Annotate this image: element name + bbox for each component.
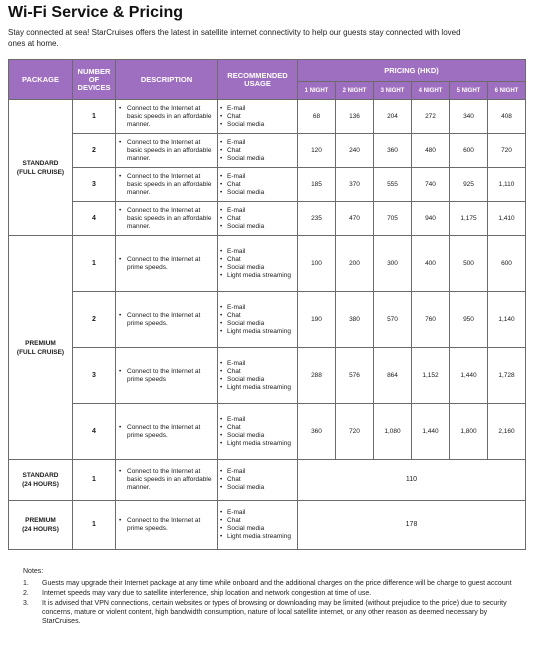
notes-title: Notes: xyxy=(23,568,44,575)
note-item xyxy=(23,589,523,598)
price-cell: 240 xyxy=(336,134,374,168)
usage-cell xyxy=(218,404,298,460)
description-text: • Connect to the Internet at basic speeds in an affordable manner. xyxy=(118,207,215,231)
price-cell: 120 xyxy=(298,134,336,168)
price-cell: 950 xyxy=(450,292,488,348)
description-list xyxy=(118,207,215,231)
table-row xyxy=(9,202,526,236)
usage-item: • Social media xyxy=(220,264,295,272)
usage-list xyxy=(220,468,295,492)
package-name-line: STANDARD xyxy=(22,472,59,479)
price-cell: 740 xyxy=(412,168,450,202)
usage-item: • Light media streaming xyxy=(220,328,295,336)
table-row xyxy=(9,134,526,168)
description-text: • Connect to the Internet at prime speeds. xyxy=(118,424,215,440)
note-number: 2. xyxy=(23,590,29,597)
description-cell xyxy=(116,460,218,501)
usage-cell xyxy=(218,236,298,292)
price-cell: 576 xyxy=(336,348,374,404)
usage-item: • Social media xyxy=(220,189,295,197)
header-night-5: 5 NIGHT xyxy=(450,82,488,100)
description-text: • Connect to the Internet at basic speeds in an affordable manner. xyxy=(118,105,215,129)
device-count: 1 xyxy=(73,460,116,501)
notes-section xyxy=(23,567,523,627)
package-name xyxy=(9,100,73,236)
device-count: 1 xyxy=(73,236,116,292)
usage-cell xyxy=(218,460,298,501)
price-cell: 1,800 xyxy=(450,404,488,460)
header-description: DESCRIPTION xyxy=(116,60,218,100)
price-cell: 1,175 xyxy=(450,202,488,236)
table-body xyxy=(9,100,526,550)
usage-cell xyxy=(218,168,298,202)
usage-item: • Social media xyxy=(220,432,295,440)
description-text: • Connect to the Internet at prime speeds. xyxy=(118,256,215,272)
usage-item: • Social media xyxy=(220,121,295,129)
usage-list xyxy=(220,416,295,448)
price-cell: 864 xyxy=(374,348,412,404)
table-row xyxy=(9,100,526,134)
price-cell: 500 xyxy=(450,236,488,292)
description-list xyxy=(118,424,215,440)
description-list xyxy=(118,517,215,533)
usage-item: • Chat xyxy=(220,113,295,121)
price-cell: 136 xyxy=(336,100,374,134)
price-cell: 360 xyxy=(374,134,412,168)
usage-cell xyxy=(218,134,298,168)
description-cell xyxy=(116,134,218,168)
header-usage: RECOMMENDED USAGE xyxy=(218,60,298,100)
price-cell: 110 xyxy=(298,460,526,501)
description-text: • Connect to the Internet at basic speeds in an affordable manner. xyxy=(118,139,215,163)
usage-item: • Light media streaming xyxy=(220,440,295,448)
price-cell: 68 xyxy=(298,100,336,134)
description-cell xyxy=(116,404,218,460)
price-cell: 705 xyxy=(374,202,412,236)
usage-item: • Chat xyxy=(220,215,295,223)
usage-item: • E-mail xyxy=(220,207,295,215)
table-row xyxy=(9,404,526,460)
price-cell: 370 xyxy=(336,168,374,202)
description-text: • Connect to the Internet at prime speeds. xyxy=(118,517,215,533)
usage-item: • E-mail xyxy=(220,105,295,113)
usage-item: • Chat xyxy=(220,312,295,320)
price-cell: 1,410 xyxy=(488,202,526,236)
price-cell: 925 xyxy=(450,168,488,202)
header-night-3: 3 NIGHT xyxy=(374,82,412,100)
usage-cell xyxy=(218,292,298,348)
note-number: 1. xyxy=(23,580,29,587)
description-text: • Connect to the Internet at prime speeds xyxy=(118,368,215,384)
header-night-1: 1 NIGHT xyxy=(298,82,336,100)
price-cell: 760 xyxy=(412,292,450,348)
usage-item: • Chat xyxy=(220,368,295,376)
usage-item: • Social media xyxy=(220,484,295,492)
usage-item: • Chat xyxy=(220,476,295,484)
package-name-line: STANDARD xyxy=(22,159,59,167)
usage-item: • Social media xyxy=(220,155,295,163)
note-text: Internet speeds may vary due to satellite interference, ship location and network congestion at time of use. xyxy=(42,590,372,597)
price-cell: 570 xyxy=(374,292,412,348)
usage-item: • Chat xyxy=(220,517,295,525)
usage-item: • E-mail xyxy=(220,416,295,424)
description-cell xyxy=(116,202,218,236)
header-night-2: 2 NIGHT xyxy=(336,82,374,100)
price-cell: 190 xyxy=(298,292,336,348)
description-cell xyxy=(116,100,218,134)
package-name-line: (FULL CRUISE) xyxy=(16,348,65,356)
table-row xyxy=(9,501,526,550)
description-list xyxy=(118,173,215,197)
price-cell: 1,440 xyxy=(412,404,450,460)
usage-cell xyxy=(218,348,298,404)
note-text: Guests may upgrade their Internet package at any time while onboard and the additional charges on the price difference will be charge to guest account xyxy=(42,580,512,587)
usage-list xyxy=(220,105,295,129)
price-cell: 185 xyxy=(298,168,336,202)
usage-item: • Light media streaming xyxy=(220,384,295,392)
header-package: PACKAGE xyxy=(9,60,73,100)
table-row xyxy=(9,236,526,292)
package-name-line: (24 HOURS) xyxy=(22,481,59,488)
usage-cell xyxy=(218,100,298,134)
usage-item: • Light media streaming xyxy=(220,272,295,280)
price-cell: 360 xyxy=(298,404,336,460)
package-name-line: (24 HOURS) xyxy=(22,526,59,533)
usage-list xyxy=(220,360,295,392)
usage-list xyxy=(220,207,295,231)
description-cell xyxy=(116,236,218,292)
usage-list xyxy=(220,304,295,336)
usage-item: • E-mail xyxy=(220,248,295,256)
pricing-table xyxy=(8,59,526,550)
usage-item: • E-mail xyxy=(220,139,295,147)
note-text: It is advised that VPN connections, certain websites or types of browsing or downloading may be limited (without prejudice to the price) due to security concerns, mature or violent content, high bandwidth consumption, nature of local satellite internet, or any other reason as deemed necessary by StarCruises. xyxy=(42,600,507,625)
package-name xyxy=(9,236,73,460)
usage-item: • E-mail xyxy=(220,509,295,517)
price-cell: 720 xyxy=(488,134,526,168)
usage-list xyxy=(220,173,295,197)
price-cell: 380 xyxy=(336,292,374,348)
device-count: 2 xyxy=(73,292,116,348)
description-cell xyxy=(116,292,218,348)
price-cell: 1,728 xyxy=(488,348,526,404)
usage-item: • E-mail xyxy=(220,360,295,368)
package-name-line: PREMIUM xyxy=(25,339,56,347)
price-cell: 1,080 xyxy=(374,404,412,460)
price-cell: 400 xyxy=(412,236,450,292)
header-devices: NUMBER OF DEVICES xyxy=(73,60,116,100)
package-name xyxy=(9,460,73,501)
usage-item: • Light media streaming xyxy=(220,533,295,541)
price-cell: 555 xyxy=(374,168,412,202)
price-cell: 720 xyxy=(336,404,374,460)
intro-text: Stay connected at sea! StarCruises offers the latest in satellite internet connectivity to help our guests stay connected with loved ones at home. xyxy=(8,28,461,48)
device-count: 1 xyxy=(73,100,116,134)
usage-item: • Social media xyxy=(220,320,295,328)
note-item xyxy=(23,599,523,626)
device-count: 1 xyxy=(73,501,116,550)
price-cell: 408 xyxy=(488,100,526,134)
usage-item: • Chat xyxy=(220,424,295,432)
usage-item: • Social media xyxy=(220,376,295,384)
usage-item: • E-mail xyxy=(220,173,295,181)
description-list xyxy=(118,105,215,129)
table-header xyxy=(9,60,526,100)
description-cell xyxy=(116,501,218,550)
usage-item: • Chat xyxy=(220,181,295,189)
description-cell xyxy=(116,348,218,404)
price-cell: 235 xyxy=(298,202,336,236)
price-cell: 1,152 xyxy=(412,348,450,404)
usage-item: • Social media xyxy=(220,525,295,533)
header-night-4: 4 NIGHT xyxy=(412,82,450,100)
price-cell: 288 xyxy=(298,348,336,404)
description-list xyxy=(118,468,215,492)
price-cell: 2,160 xyxy=(488,404,526,460)
price-cell: 100 xyxy=(298,236,336,292)
description-cell xyxy=(116,168,218,202)
price-cell: 200 xyxy=(336,236,374,292)
price-cell: 470 xyxy=(336,202,374,236)
package-name xyxy=(9,501,73,550)
device-count: 4 xyxy=(73,404,116,460)
table-row xyxy=(9,348,526,404)
price-cell: 300 xyxy=(374,236,412,292)
description-text: • Connect to the Internet at basic speeds in an affordable manner. xyxy=(118,468,215,492)
description-list xyxy=(118,312,215,328)
usage-list xyxy=(220,139,295,163)
device-count: 4 xyxy=(73,202,116,236)
package-name-line: PREMIUM xyxy=(25,517,56,524)
table-row xyxy=(9,460,526,501)
description-list xyxy=(118,256,215,272)
notes-list xyxy=(23,579,523,626)
usage-cell xyxy=(218,202,298,236)
table-row xyxy=(9,168,526,202)
price-cell: 480 xyxy=(412,134,450,168)
usage-cell xyxy=(218,501,298,550)
price-cell: 1,140 xyxy=(488,292,526,348)
usage-item: • Social media xyxy=(220,223,295,231)
header-pricing: PRICING (HKD) xyxy=(298,60,526,82)
page-title: Wi-Fi Service & Pricing xyxy=(8,4,184,21)
price-cell: 204 xyxy=(374,100,412,134)
device-count: 2 xyxy=(73,134,116,168)
device-count: 3 xyxy=(73,168,116,202)
usage-item: • E-mail xyxy=(220,468,295,476)
usage-item: • Chat xyxy=(220,256,295,264)
price-cell: 940 xyxy=(412,202,450,236)
price-cell: 1,110 xyxy=(488,168,526,202)
description-list xyxy=(118,368,215,384)
note-number: 3. xyxy=(23,600,29,607)
usage-list xyxy=(220,248,295,280)
header-night-6: 6 NIGHT xyxy=(488,82,526,100)
table-row xyxy=(9,292,526,348)
price-cell: 600 xyxy=(488,236,526,292)
device-count: 3 xyxy=(73,348,116,404)
price-cell: 1,440 xyxy=(450,348,488,404)
description-text: • Connect to the Internet at basic speeds in an affordable manner. xyxy=(118,173,215,197)
price-cell: 600 xyxy=(450,134,488,168)
note-item xyxy=(23,579,523,588)
package-name-line: (FULL CRUISE) xyxy=(16,168,65,176)
usage-list xyxy=(220,509,295,541)
description-list xyxy=(118,139,215,163)
usage-item: • Chat xyxy=(220,147,295,155)
usage-item: • E-mail xyxy=(220,304,295,312)
price-cell: 340 xyxy=(450,100,488,134)
price-cell: 272 xyxy=(412,100,450,134)
price-cell: 178 xyxy=(298,501,526,550)
description-text: • Connect to the Internet at prime speeds. xyxy=(118,312,215,328)
